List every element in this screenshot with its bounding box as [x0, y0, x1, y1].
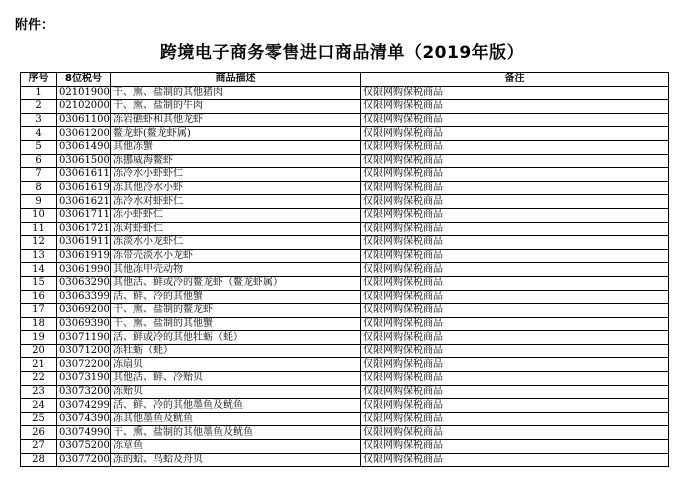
table-row [21, 412, 669, 426]
cell-remarks: 仅限网购保税商品 [361, 440, 669, 454]
goods-table [20, 72, 669, 467]
table-header-row [21, 73, 669, 87]
cell-serial-no: 20 [21, 344, 57, 358]
cell-remarks: 仅限网购保税商品 [361, 222, 669, 236]
cell-tariff-code: 03071190 [57, 331, 111, 345]
cell-remarks: 仅限网购保税商品 [361, 372, 669, 386]
cell-remarks: 仅限网购保税商品 [361, 263, 669, 277]
table-row [21, 426, 669, 440]
cell-description: 冻的蛤、鸟蛤及舟贝 [111, 453, 361, 467]
cell-description: 干、熏、盐制的其他猪肉 [111, 86, 361, 100]
cell-description: 活、鲜、冷的其他墨鱼及鱿鱼 [111, 399, 361, 413]
table-row [21, 249, 669, 263]
header-serial-no: 序号 [21, 73, 57, 87]
table-row [21, 222, 669, 236]
cell-tariff-code: 03063399 [57, 290, 111, 304]
cell-tariff-code: 03074299 [57, 399, 111, 413]
cell-tariff-code: 02102000 [57, 100, 111, 114]
cell-serial-no: 11 [21, 222, 57, 236]
cell-tariff-code: 03074390 [57, 412, 111, 426]
cell-description: 活、鲜或冷的其他牡蛎（蚝） [111, 331, 361, 345]
cell-remarks: 仅限网购保税商品 [361, 304, 669, 318]
cell-remarks: 仅限网购保税商品 [361, 140, 669, 154]
cell-tariff-code: 03075200 [57, 440, 111, 454]
cell-tariff-code: 03061611 [57, 168, 111, 182]
cell-tariff-code: 03061711 [57, 208, 111, 222]
cell-serial-no: 3 [21, 113, 57, 127]
cell-remarks: 仅限网购保税商品 [361, 453, 669, 467]
cell-remarks: 仅限网购保税商品 [361, 154, 669, 168]
table-row [21, 140, 669, 154]
cell-description: 冻冷水小虾虾仁 [111, 168, 361, 182]
cell-description: 冻对虾虾仁 [111, 222, 361, 236]
table-row [21, 372, 669, 386]
cell-serial-no: 18 [21, 317, 57, 331]
table-row [21, 86, 669, 100]
cell-serial-no: 10 [21, 208, 57, 222]
cell-description: 冻章鱼 [111, 440, 361, 454]
table-row [21, 113, 669, 127]
cell-remarks: 仅限网购保税商品 [361, 317, 669, 331]
cell-remarks: 仅限网购保税商品 [361, 358, 669, 372]
cell-remarks: 仅限网购保税商品 [361, 86, 669, 100]
cell-description: 冻淡水小龙虾仁 [111, 236, 361, 250]
cell-tariff-code: 03061919 [57, 249, 111, 263]
header-remarks: 备注 [361, 73, 669, 87]
table-body [21, 86, 669, 467]
cell-remarks: 仅限网购保税商品 [361, 331, 669, 345]
cell-description: 干、熏、盐制的其他蟹 [111, 317, 361, 331]
cell-tariff-code: 03061911 [57, 236, 111, 250]
cell-tariff-code: 03069200 [57, 304, 111, 318]
cell-remarks: 仅限网购保税商品 [361, 100, 669, 114]
cell-tariff-code: 03061490 [57, 140, 111, 154]
table-row [21, 317, 669, 331]
cell-serial-no: 27 [21, 440, 57, 454]
cell-serial-no: 23 [21, 385, 57, 399]
cell-remarks: 仅限网购保税商品 [361, 195, 669, 209]
header-tariff-code: 8位税号 [57, 73, 111, 87]
cell-tariff-code: 03061721 [57, 222, 111, 236]
cell-serial-no: 28 [21, 453, 57, 467]
cell-serial-no: 7 [21, 168, 57, 182]
cell-serial-no: 6 [21, 154, 57, 168]
table-row [21, 100, 669, 114]
cell-remarks: 仅限网购保税商品 [361, 127, 669, 141]
table-row [21, 127, 669, 141]
cell-serial-no: 9 [21, 195, 57, 209]
cell-description: 冻其他冷水小虾 [111, 181, 361, 195]
cell-tariff-code: 03061200 [57, 127, 111, 141]
cell-description: 干、熏、盐制的牛肉 [111, 100, 361, 114]
table-row [21, 263, 669, 277]
cell-remarks: 仅限网购保税商品 [361, 426, 669, 440]
cell-serial-no: 12 [21, 236, 57, 250]
table-row [21, 195, 669, 209]
cell-serial-no: 21 [21, 358, 57, 372]
cell-tariff-code: 03077200 [57, 453, 111, 467]
cell-serial-no: 22 [21, 372, 57, 386]
document-title: 跨境电子商务零售进口商品清单（2019年版） [159, 43, 525, 63]
cell-description: 其他冻蟹 [111, 140, 361, 154]
cell-serial-no: 26 [21, 426, 57, 440]
cell-tariff-code: 03061990 [57, 263, 111, 277]
cell-tariff-code: 03061619 [57, 181, 111, 195]
cell-serial-no: 1 [21, 86, 57, 100]
cell-remarks: 仅限网购保税商品 [361, 412, 669, 426]
cell-remarks: 仅限网购保税商品 [361, 399, 669, 413]
table-row [21, 290, 669, 304]
cell-tariff-code: 03074990 [57, 426, 111, 440]
cell-description: 冻挪威海鳌虾 [111, 154, 361, 168]
table-row [21, 385, 669, 399]
cell-tariff-code: 03072200 [57, 358, 111, 372]
cell-tariff-code: 03061500 [57, 154, 111, 168]
cell-remarks: 仅限网购保税商品 [361, 249, 669, 263]
cell-tariff-code: 03073200 [57, 385, 111, 399]
cell-description: 冻冷水对虾虾仁 [111, 195, 361, 209]
cell-remarks: 仅限网购保税商品 [361, 344, 669, 358]
cell-tariff-code: 03073190 [57, 372, 111, 386]
table-row [21, 181, 669, 195]
table-row [21, 276, 669, 290]
cell-description: 其他冻甲壳动物 [111, 263, 361, 277]
cell-serial-no: 5 [21, 140, 57, 154]
table-row [21, 154, 669, 168]
cell-tariff-code: 03061100 [57, 113, 111, 127]
cell-description: 鳌龙虾(鳌龙虾属) [111, 127, 361, 141]
cell-remarks: 仅限网购保税商品 [361, 236, 669, 250]
table-row [21, 399, 669, 413]
cell-tariff-code: 03063290 [57, 276, 111, 290]
cell-serial-no: 15 [21, 276, 57, 290]
cell-serial-no: 8 [21, 181, 57, 195]
cell-serial-no: 2 [21, 100, 57, 114]
cell-serial-no: 19 [21, 331, 57, 345]
cell-serial-no: 14 [21, 263, 57, 277]
cell-serial-no: 13 [21, 249, 57, 263]
cell-description: 冻带壳淡水小龙虾 [111, 249, 361, 263]
cell-description: 冻小虾虾仁 [111, 208, 361, 222]
table-row [21, 236, 669, 250]
table-row [21, 331, 669, 345]
table-row [21, 358, 669, 372]
table-row [21, 304, 669, 318]
table-row [21, 208, 669, 222]
attachment-label: 附件： [15, 18, 55, 33]
table-row [21, 168, 669, 182]
cell-description: 冻其他墨鱼及鱿鱼 [111, 412, 361, 426]
cell-tariff-code: 03071200 [57, 344, 111, 358]
cell-serial-no: 17 [21, 304, 57, 318]
cell-description: 其他活、鲜、冷贻贝 [111, 372, 361, 386]
header-description: 商品描述 [111, 73, 361, 87]
cell-description: 冻贻贝 [111, 385, 361, 399]
cell-tariff-code: 02101900 [57, 86, 111, 100]
cell-remarks: 仅限网购保税商品 [361, 113, 669, 127]
table-row [21, 453, 669, 467]
cell-remarks: 仅限网购保税商品 [361, 385, 669, 399]
cell-description: 冻岩礁虾和其他龙虾 [111, 113, 361, 127]
cell-description: 冻牡蛎（蚝） [111, 344, 361, 358]
cell-remarks: 仅限网购保税商品 [361, 168, 669, 182]
cell-remarks: 仅限网购保税商品 [361, 290, 669, 304]
cell-serial-no: 24 [21, 399, 57, 413]
cell-description: 活、鲜、冷的其他蟹 [111, 290, 361, 304]
cell-serial-no: 16 [21, 290, 57, 304]
cell-description: 干、熏、盐制的鳌龙虾 [111, 304, 361, 318]
cell-serial-no: 25 [21, 412, 57, 426]
cell-serial-no: 4 [21, 127, 57, 141]
cell-remarks: 仅限网购保税商品 [361, 276, 669, 290]
cell-remarks: 仅限网购保税商品 [361, 181, 669, 195]
table-row [21, 344, 669, 358]
cell-tariff-code: 03069390 [57, 317, 111, 331]
table-row [21, 440, 669, 454]
cell-remarks: 仅限网购保税商品 [361, 208, 669, 222]
cell-tariff-code: 03061621 [57, 195, 111, 209]
cell-description: 干、熏、盐制的其他墨鱼及鱿鱼 [111, 426, 361, 440]
cell-description: 其他活、鲜或冷的鳌龙虾（鳌龙虾属） [111, 276, 361, 290]
cell-description: 冻扇贝 [111, 358, 361, 372]
